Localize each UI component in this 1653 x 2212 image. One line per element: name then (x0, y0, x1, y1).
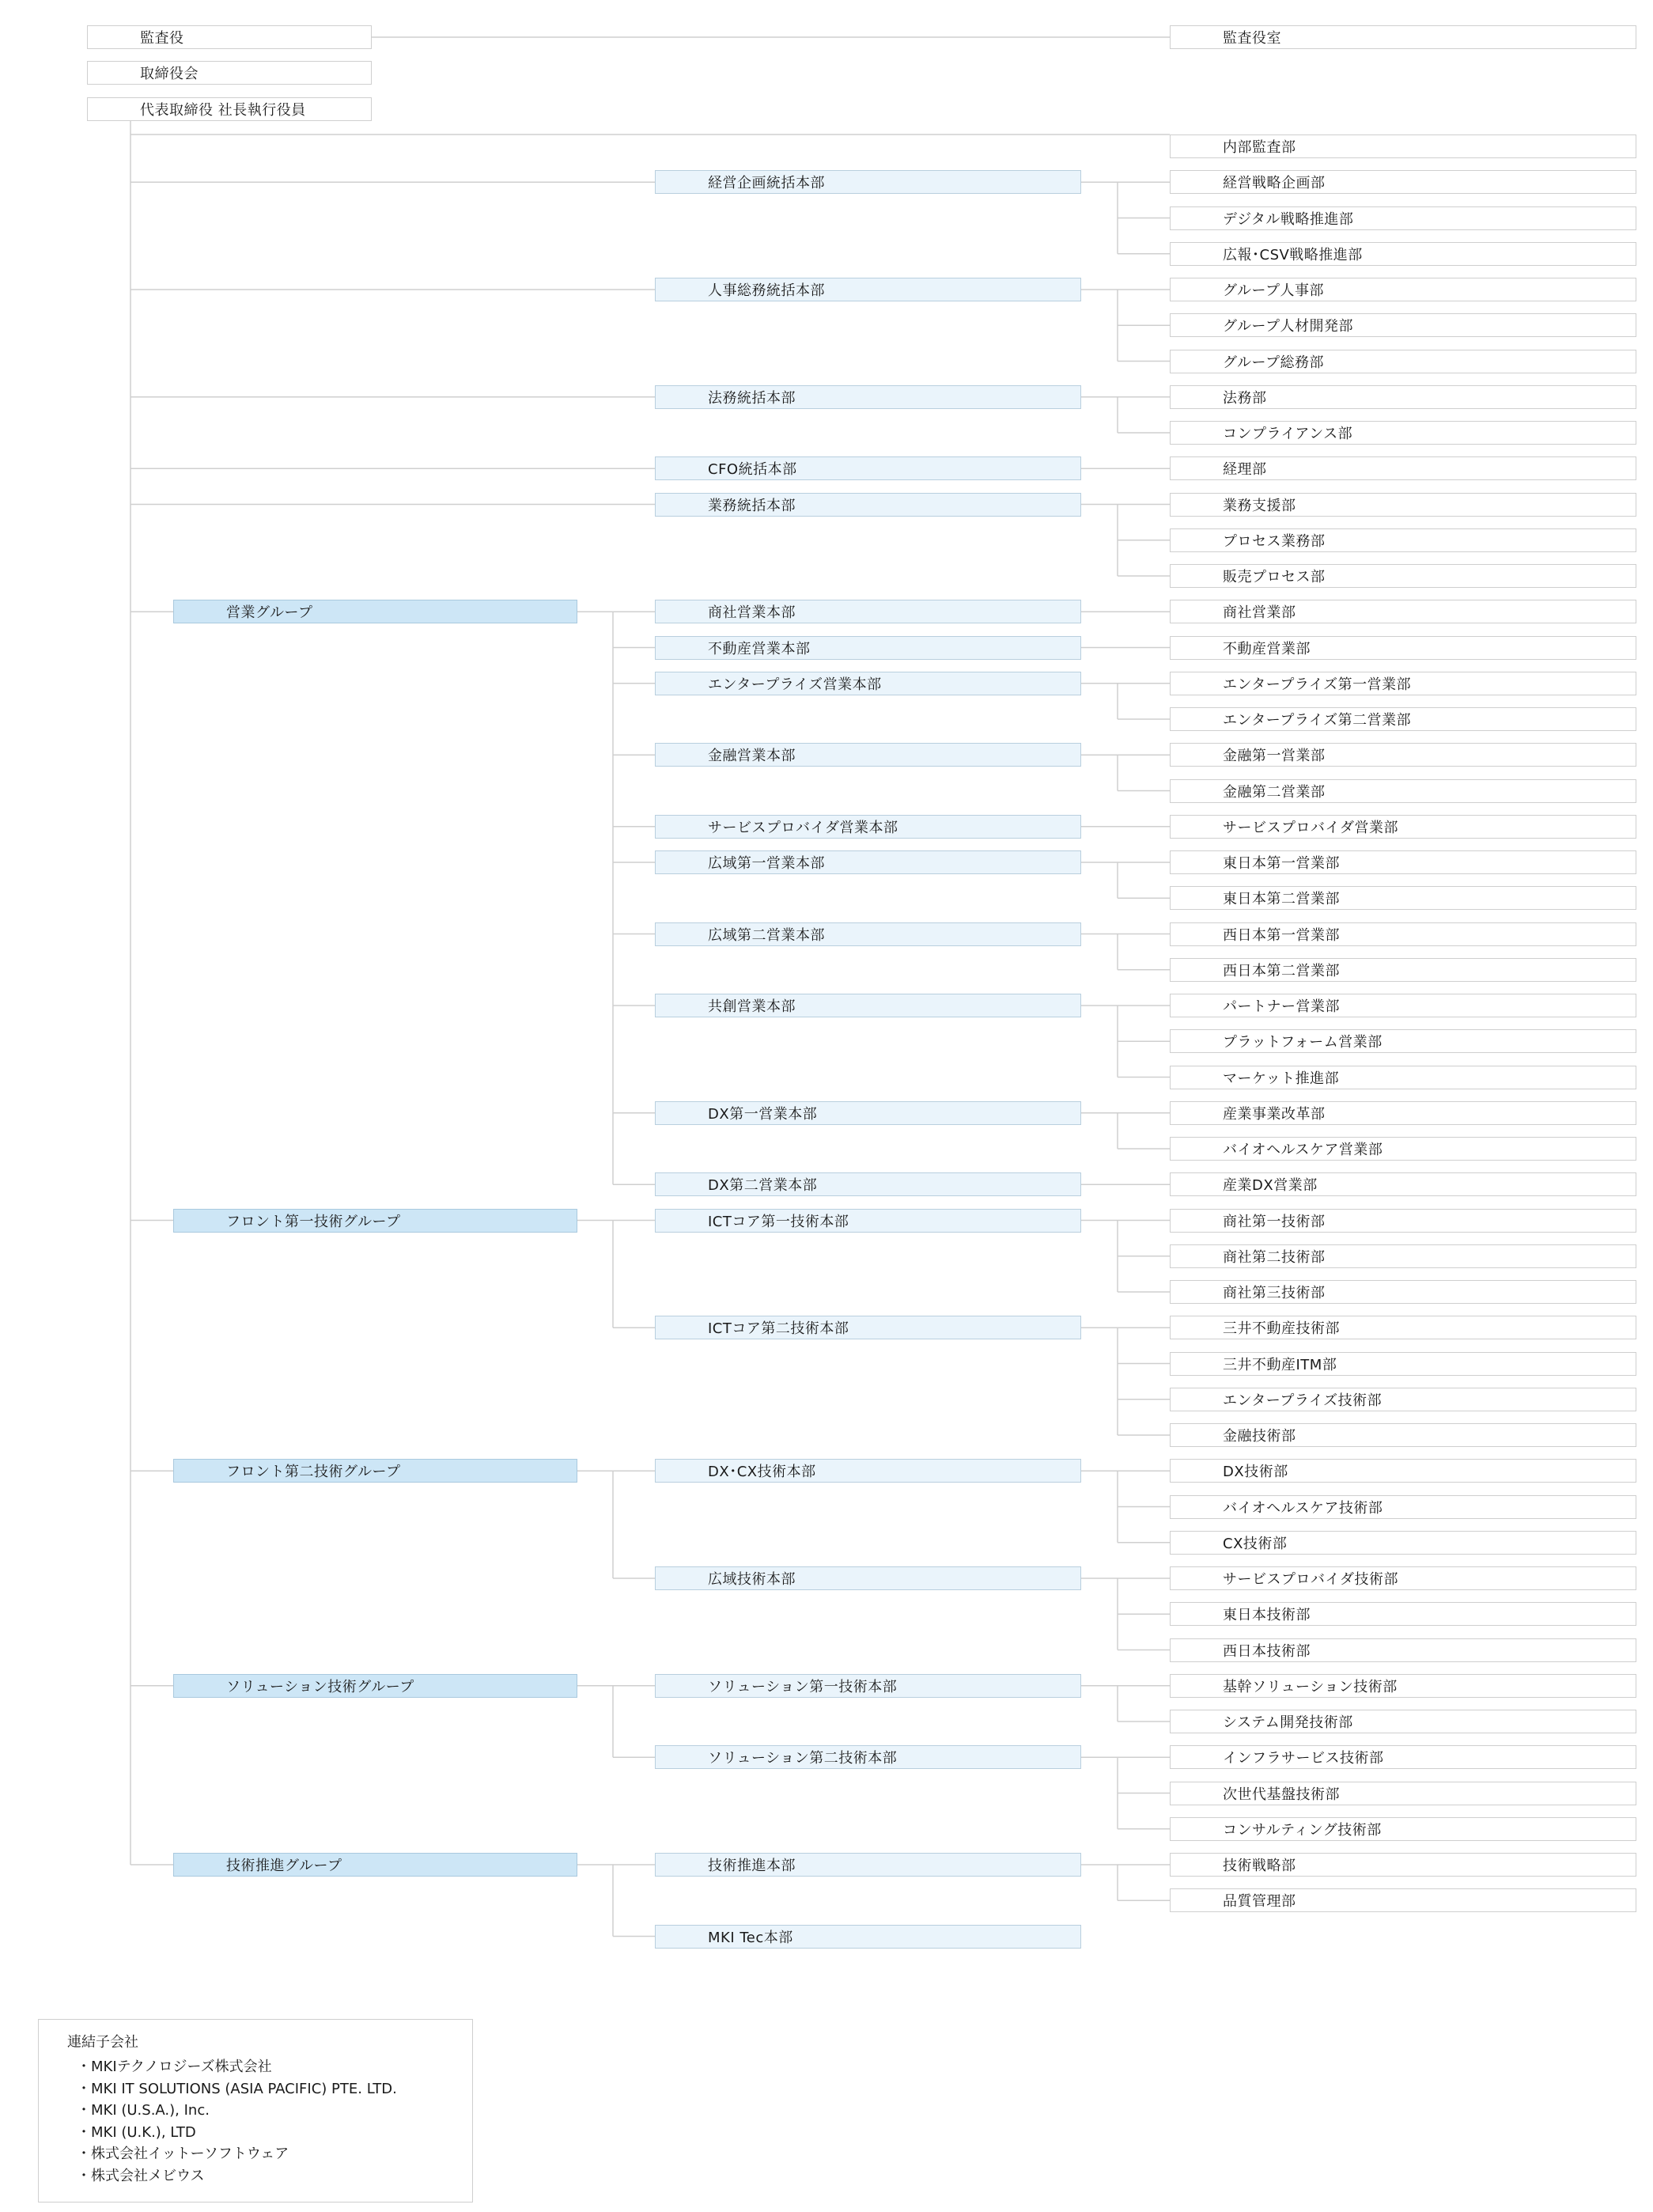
department-box: 不動産営業部 (1170, 636, 1636, 660)
department-box: 東日本第一営業部 (1170, 850, 1636, 874)
division-box: ソリューション第二技術本部 (655, 1745, 1081, 1769)
department-box: 法務部 (1170, 385, 1636, 409)
division-box: DX第一営業本部 (655, 1101, 1081, 1125)
board-box: 取締役会 (87, 61, 372, 85)
internal-audit-box: 内部監査部 (1170, 134, 1636, 158)
department-box: 基幹ソリューション技術部 (1170, 1674, 1636, 1698)
subsidiary-item: ・MKI (U.S.A.), Inc. (77, 2102, 210, 2119)
division-box: MKI Tec本部 (655, 1925, 1081, 1949)
department-box: バイオヘルスケア技術部 (1170, 1495, 1636, 1519)
group-box: 営業グループ (173, 600, 577, 623)
department-box: 品質管理部 (1170, 1888, 1636, 1912)
department-box: 次世代基盤技術部 (1170, 1782, 1636, 1805)
subsidiary-item: ・株式会社イットーソフトウェア (77, 2146, 289, 2162)
department-box: 三井不動産ITM部 (1170, 1352, 1636, 1376)
division-box: ソリューション第一技術本部 (655, 1674, 1081, 1698)
department-box: プラットフォーム営業部 (1170, 1029, 1636, 1053)
department-box: バイオヘルスケア営業部 (1170, 1137, 1636, 1161)
division-box: 金融営業本部 (655, 743, 1081, 767)
department-box: 金融第二営業部 (1170, 779, 1636, 803)
department-box: コンプライアンス部 (1170, 421, 1636, 445)
auditor-box: 監査役 (87, 25, 372, 49)
group-box: 技術推進グループ (173, 1853, 577, 1877)
headquarters-box: 業務統括本部 (655, 493, 1081, 517)
division-box: 商社営業本部 (655, 600, 1081, 623)
headquarters-box: 経営企画統括本部 (655, 170, 1081, 194)
headquarters-box: 人事総務統括本部 (655, 278, 1081, 301)
department-box: 業務支援部 (1170, 493, 1636, 517)
department-box: 商社第三技術部 (1170, 1280, 1636, 1304)
division-box: DX･CX技術本部 (655, 1459, 1081, 1483)
department-box: コンサルティング技術部 (1170, 1817, 1636, 1841)
group-box: フロント第二技術グループ (173, 1459, 577, 1483)
department-box: エンタープライズ第一営業部 (1170, 672, 1636, 695)
department-box: 金融第一営業部 (1170, 743, 1636, 767)
audit-office-box: 監査役室 (1170, 25, 1636, 49)
department-box: 経営戦略企画部 (1170, 170, 1636, 194)
division-box: DX第二営業本部 (655, 1172, 1081, 1196)
group-box: ソリューション技術グループ (173, 1674, 577, 1698)
division-box: 共創営業本部 (655, 994, 1081, 1017)
department-box: 西日本第二営業部 (1170, 958, 1636, 982)
department-box: サービスプロバイダ技術部 (1170, 1566, 1636, 1590)
department-box: 東日本第二営業部 (1170, 886, 1636, 910)
president-box: 代表取締役 社長執行役員 (87, 97, 372, 121)
department-box: エンタープライズ第二営業部 (1170, 707, 1636, 731)
headquarters-box: 法務統括本部 (655, 385, 1081, 409)
group-box: フロント第一技術グループ (173, 1209, 577, 1233)
department-box: 経理部 (1170, 456, 1636, 480)
division-box: 広域技術本部 (655, 1566, 1081, 1590)
department-box: プロセス業務部 (1170, 528, 1636, 552)
division-box: ICTコア第一技術本部 (655, 1209, 1081, 1233)
department-box: 産業DX営業部 (1170, 1172, 1636, 1196)
department-box: 技術戦略部 (1170, 1853, 1636, 1877)
headquarters-box: CFO統括本部 (655, 456, 1081, 480)
department-box: エンタープライズ技術部 (1170, 1388, 1636, 1411)
subsidiary-item: ・株式会社メビウス (77, 2167, 205, 2184)
subsidiaries-title: 連結子会社 (67, 2034, 138, 2051)
department-box: 商社第一技術部 (1170, 1209, 1636, 1233)
division-box: サービスプロバイダ営業本部 (655, 815, 1081, 839)
department-box: インフラサービス技術部 (1170, 1745, 1636, 1769)
department-box: 西日本技術部 (1170, 1638, 1636, 1662)
division-box: 不動産営業本部 (655, 636, 1081, 660)
department-box: 商社第二技術部 (1170, 1244, 1636, 1268)
department-box: 西日本第一営業部 (1170, 922, 1636, 946)
subsidiary-item: ・MKI IT SOLUTIONS (ASIA PACIFIC) PTE. LTD. (77, 2080, 397, 2097)
department-box: グループ総務部 (1170, 350, 1636, 373)
department-box: 広報･CSV戦略推進部 (1170, 242, 1636, 266)
subsidiary-item: ・MKIテクノロジーズ株式会社 (77, 2059, 272, 2075)
department-box: パートナー営業部 (1170, 994, 1636, 1017)
department-box: 東日本技術部 (1170, 1602, 1636, 1626)
subsidiaries-list (67, 2056, 472, 2187)
department-box: 産業事業改革部 (1170, 1101, 1636, 1125)
department-box: マーケット推進部 (1170, 1066, 1636, 1089)
department-box: 販売プロセス部 (1170, 564, 1636, 588)
department-box: 金融技術部 (1170, 1423, 1636, 1447)
department-box: グループ人事部 (1170, 278, 1636, 301)
department-box: 商社営業部 (1170, 600, 1636, 623)
division-box: 技術推進本部 (655, 1853, 1081, 1877)
department-box: デジタル戦略推進部 (1170, 206, 1636, 230)
division-box: 広域第一営業本部 (655, 850, 1081, 874)
subsidiaries-box (38, 2019, 473, 2203)
department-box: サービスプロバイダ営業部 (1170, 815, 1636, 839)
department-box: DX技術部 (1170, 1459, 1636, 1483)
department-box: グループ人材開発部 (1170, 313, 1636, 337)
department-box: システム開発技術部 (1170, 1710, 1636, 1733)
department-box: 三井不動産技術部 (1170, 1316, 1636, 1339)
division-box: 広域第二営業本部 (655, 922, 1081, 946)
division-box: エンタープライズ営業本部 (655, 672, 1081, 695)
division-box: ICTコア第二技術本部 (655, 1316, 1081, 1339)
department-box: CX技術部 (1170, 1531, 1636, 1555)
subsidiary-item: ・MKI (U.K.), LTD (77, 2123, 196, 2141)
